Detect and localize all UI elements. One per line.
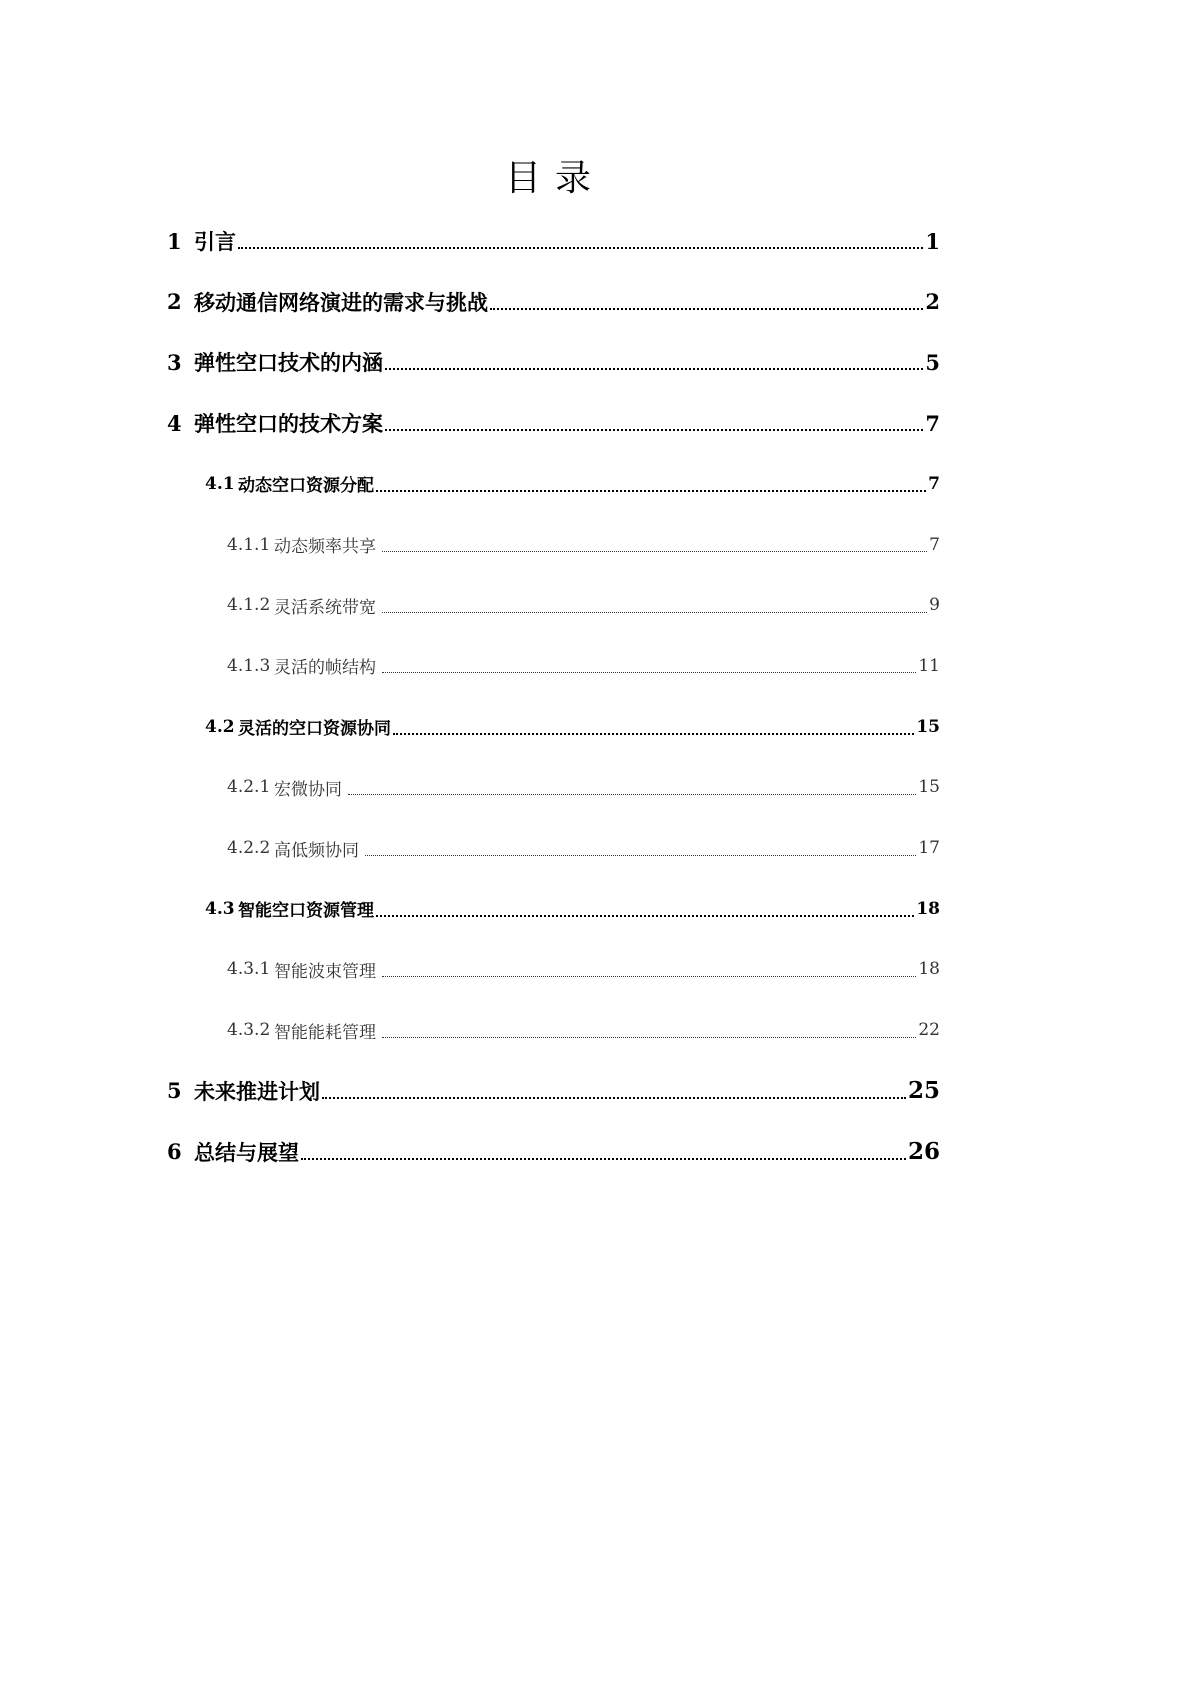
- toc-entry-page: 18: [918, 959, 940, 980]
- toc-entry-label: 灵活的帧结构: [274, 658, 376, 679]
- page-title: 目录: [504, 158, 605, 199]
- toc-entry[interactable]: [205, 879, 940, 939]
- toc-entry[interactable]: [227, 575, 940, 635]
- dot-leader: [376, 490, 926, 492]
- toc-entry-label: 总结与展望: [194, 1139, 299, 1165]
- toc-entry-number: 4.1.3: [227, 655, 271, 676]
- toc-entry-number: 5: [167, 1078, 182, 1104]
- toc-entry-number: 4: [167, 410, 182, 436]
- toc-entry-label: 智能空口资源管理: [238, 901, 374, 922]
- dot-leader: [382, 976, 916, 977]
- toc-entry-number: 2: [167, 289, 182, 315]
- toc-entry-label: 宏微协同: [274, 779, 342, 800]
- toc-entry[interactable]: [205, 697, 940, 757]
- dot-leader: [393, 733, 914, 735]
- toc-entry-label: 弹性空口技术的内涵: [194, 350, 383, 376]
- toc-entry-page: 15: [916, 716, 940, 737]
- toc-entry-page: 2: [925, 289, 940, 315]
- toc-entry-number: 4.3.1: [227, 959, 271, 980]
- toc-entry[interactable]: [227, 636, 940, 696]
- toc-entry-page: 7: [929, 534, 940, 555]
- dot-leader: [382, 1037, 916, 1038]
- toc-entry-number: 4.1: [205, 473, 235, 494]
- toc-entry-label: 移动通信网络演进的需求与挑战: [194, 289, 488, 315]
- dot-leader: [348, 794, 916, 795]
- toc-entry-label: 高低频协同: [274, 840, 359, 861]
- toc-entry-number: 4.1.1: [227, 534, 271, 555]
- toc-entry-page: 9: [929, 595, 940, 616]
- toc-entry-number: 4.2: [205, 716, 235, 737]
- dot-leader: [385, 368, 923, 370]
- dot-leader: [490, 308, 923, 310]
- dot-leader: [385, 429, 923, 431]
- toc-entry[interactable]: [205, 454, 940, 514]
- toc-entry-number: 3: [167, 349, 182, 375]
- toc-entry-page: 25: [907, 1077, 940, 1105]
- toc-entry-page: 7: [928, 473, 940, 494]
- toc-entry-number: 4.3.2: [227, 1020, 271, 1041]
- toc-entry-page: 11: [918, 655, 940, 676]
- dot-leader: [365, 855, 916, 856]
- dot-leader: [238, 247, 923, 249]
- toc-entry-page: 7: [925, 410, 940, 436]
- toc-entry-label: 灵活的空口资源协同: [238, 719, 391, 740]
- toc-entry-label: 引言: [194, 229, 236, 254]
- toc-entry-label: 弹性空口的技术方案: [194, 411, 383, 437]
- dot-leader: [382, 612, 927, 613]
- toc-entry[interactable]: [167, 211, 940, 271]
- toc-entry-label: 未来推进计划: [194, 1078, 320, 1104]
- toc-entry-number: 6: [167, 1139, 182, 1164]
- toc-entry[interactable]: [167, 1061, 940, 1121]
- toc-entry[interactable]: [227, 818, 940, 878]
- toc-entry[interactable]: [227, 515, 940, 575]
- toc-entry-page: 22: [918, 1020, 940, 1041]
- dot-leader: [301, 1158, 906, 1160]
- toc-entry-number: 4.1.2: [227, 595, 271, 616]
- toc-entry-page: 17: [918, 838, 940, 858]
- toc-entry-page: 5: [925, 349, 940, 375]
- dot-leader: [376, 915, 914, 917]
- toc-entry-number: 4.2.1: [227, 777, 271, 798]
- toc-entry-label: 动态频率共享: [274, 537, 376, 557]
- toc-entry-label: 智能波束管理: [274, 961, 376, 982]
- toc-entry-number: 4.3: [205, 898, 235, 919]
- toc-entry[interactable]: [227, 1000, 940, 1060]
- toc-entry[interactable]: [167, 393, 940, 453]
- toc-entry-page: 1: [925, 228, 940, 254]
- toc-entry[interactable]: [227, 757, 940, 817]
- toc-entry-page: 15: [918, 777, 940, 798]
- toc-entry-number: 1: [167, 228, 182, 254]
- toc-entry-number: 4.2.2: [227, 838, 271, 858]
- toc-entry-page: 18: [916, 898, 940, 919]
- dot-leader: [382, 672, 916, 673]
- toc-entry[interactable]: [167, 272, 940, 332]
- toc-entry[interactable]: [227, 939, 940, 999]
- dot-leader: [382, 551, 927, 552]
- toc-entry[interactable]: [167, 1122, 940, 1182]
- toc-entry[interactable]: [167, 332, 940, 392]
- toc-entry-label: 智能能耗管理: [274, 1022, 376, 1043]
- toc-entry-page: 26: [907, 1138, 940, 1165]
- toc-entry-label: 动态空口资源分配: [238, 476, 374, 497]
- toc-entry-label: 灵活系统带宽: [274, 597, 376, 618]
- dot-leader: [322, 1097, 906, 1099]
